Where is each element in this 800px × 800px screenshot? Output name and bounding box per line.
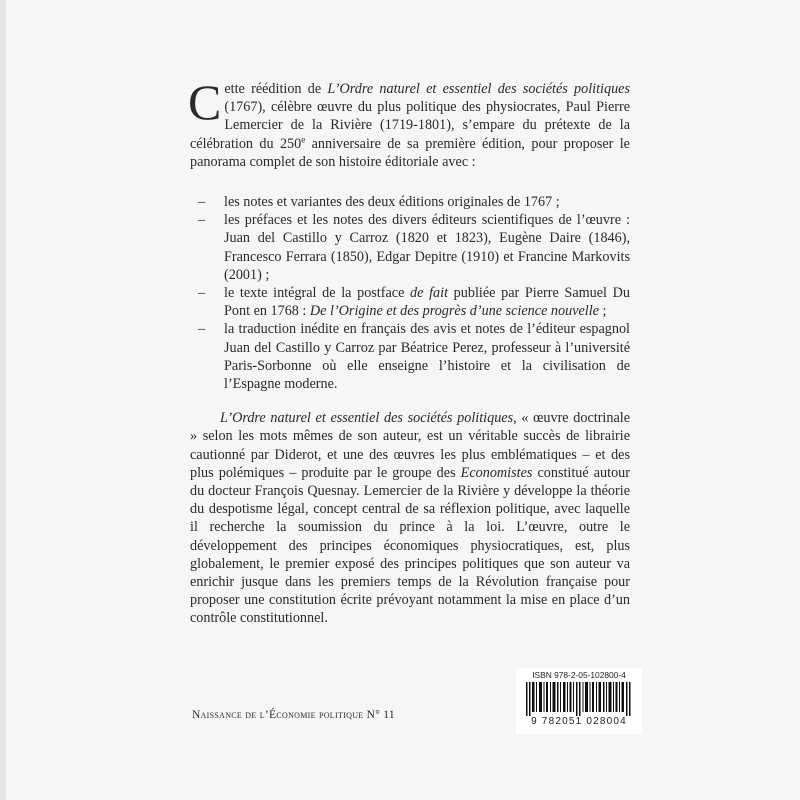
dash-bullet: – [198, 194, 206, 211]
description-paragraph [190, 409, 630, 627]
intro-text-end: anniversaire de sa première édition, pour proposer le panorama complet de son histoire éditoriale avec : [190, 135, 630, 170]
list-item-text: la traduction inédite en français des avis et notes de l’éditeur espagnol Juan del Castillo y Carroz par Béatrice Perez, professeur à l’université Paris-Sorbonne où elle enseigne l’histoire et la civilisation de l’Espagne moderne. [224, 321, 630, 393]
description-text-1: , « œuvre doctrinale » selon les mots mêmes de son auteur, est un véritable succès de librairie cautionné par Diderot, et une des œuvres les plus emblématiques – et des plus polémiques – produite par le groupe des [190, 410, 631, 481]
description-text-2: constitué autour du docteur François Quesnay. Lemercier de la Rivière y développe la théorie du despotisme légal, concept central de sa réflexion politique, avec laquelle il recherche la soumission du prince à la loi. L’œuvre, outre le développement des principes économiques physiocratiques, est, plus globalement, le premier exposé des principes politiques que son auteur va enrichir jusque dans les premiers temps de la Révolution française pour proposer une constitution écrite prévoyant notamment la mise en place d’un contrôle constitutionnel. [190, 464, 630, 627]
list-item-text: ; [598, 303, 607, 320]
list-item [190, 284, 630, 320]
dash-bullet: – [198, 285, 206, 302]
book-title-2: L’Ordre naturel et essentiel des sociétés politiques [220, 410, 514, 427]
series-name: Naissance de l’Économie politique N° 11 [192, 709, 395, 721]
intro-text-start: ette réédition de [224, 81, 328, 97]
list-item-italic: de fait [410, 285, 449, 302]
barcode-icon [520, 682, 638, 716]
ordinal-superscript: e [301, 133, 306, 144]
isbn-label: ISBN 978-2-05-102800-4 [532, 670, 626, 680]
barcode-digits: 9 782051 028004 [531, 716, 627, 727]
list-item-title: De l’Origine et des progrès d’une science nouvelle [309, 303, 599, 320]
barcode-block [516, 668, 642, 734]
list-item-text: publiée par Pierre Samuel Du Pont en 1768 : [224, 285, 630, 320]
list-item [190, 320, 630, 393]
dash-bullet: – [198, 212, 206, 229]
list-item-text: le texte intégral de la postface [224, 285, 411, 302]
main-text [188, 74, 631, 628]
economistes-term: Economistes [460, 464, 533, 481]
dash-bullet: – [198, 321, 206, 338]
intro-text-middle: (1767), célèbre œuvre du plus politique des physiocrates, Paul Pierre Lemercier de la Rivière (1719-1801), s’empare du prétexte de la célébration du 250 [190, 99, 630, 152]
contents-list [190, 193, 630, 393]
list-item-text: les préfaces et les notes des divers éditeurs scientifiques de l’œuvre : Juan del Castillo y Carroz (1820 et 1823), Eugène Daire (1846), Francesco Ferrara (1850), Edgar Depitre (1910) et Francine Markovits (2001) ; [224, 212, 630, 283]
book-title: L’Ordre naturel et essentiel des sociétés politiques [327, 81, 630, 97]
list-item-text: les notes et variantes des deux éditions originales de 1767 ; [224, 194, 560, 211]
intro-paragraph [188, 74, 630, 171]
list-item [190, 193, 630, 211]
drop-cap: C [188, 74, 222, 130]
list-item [190, 211, 630, 284]
